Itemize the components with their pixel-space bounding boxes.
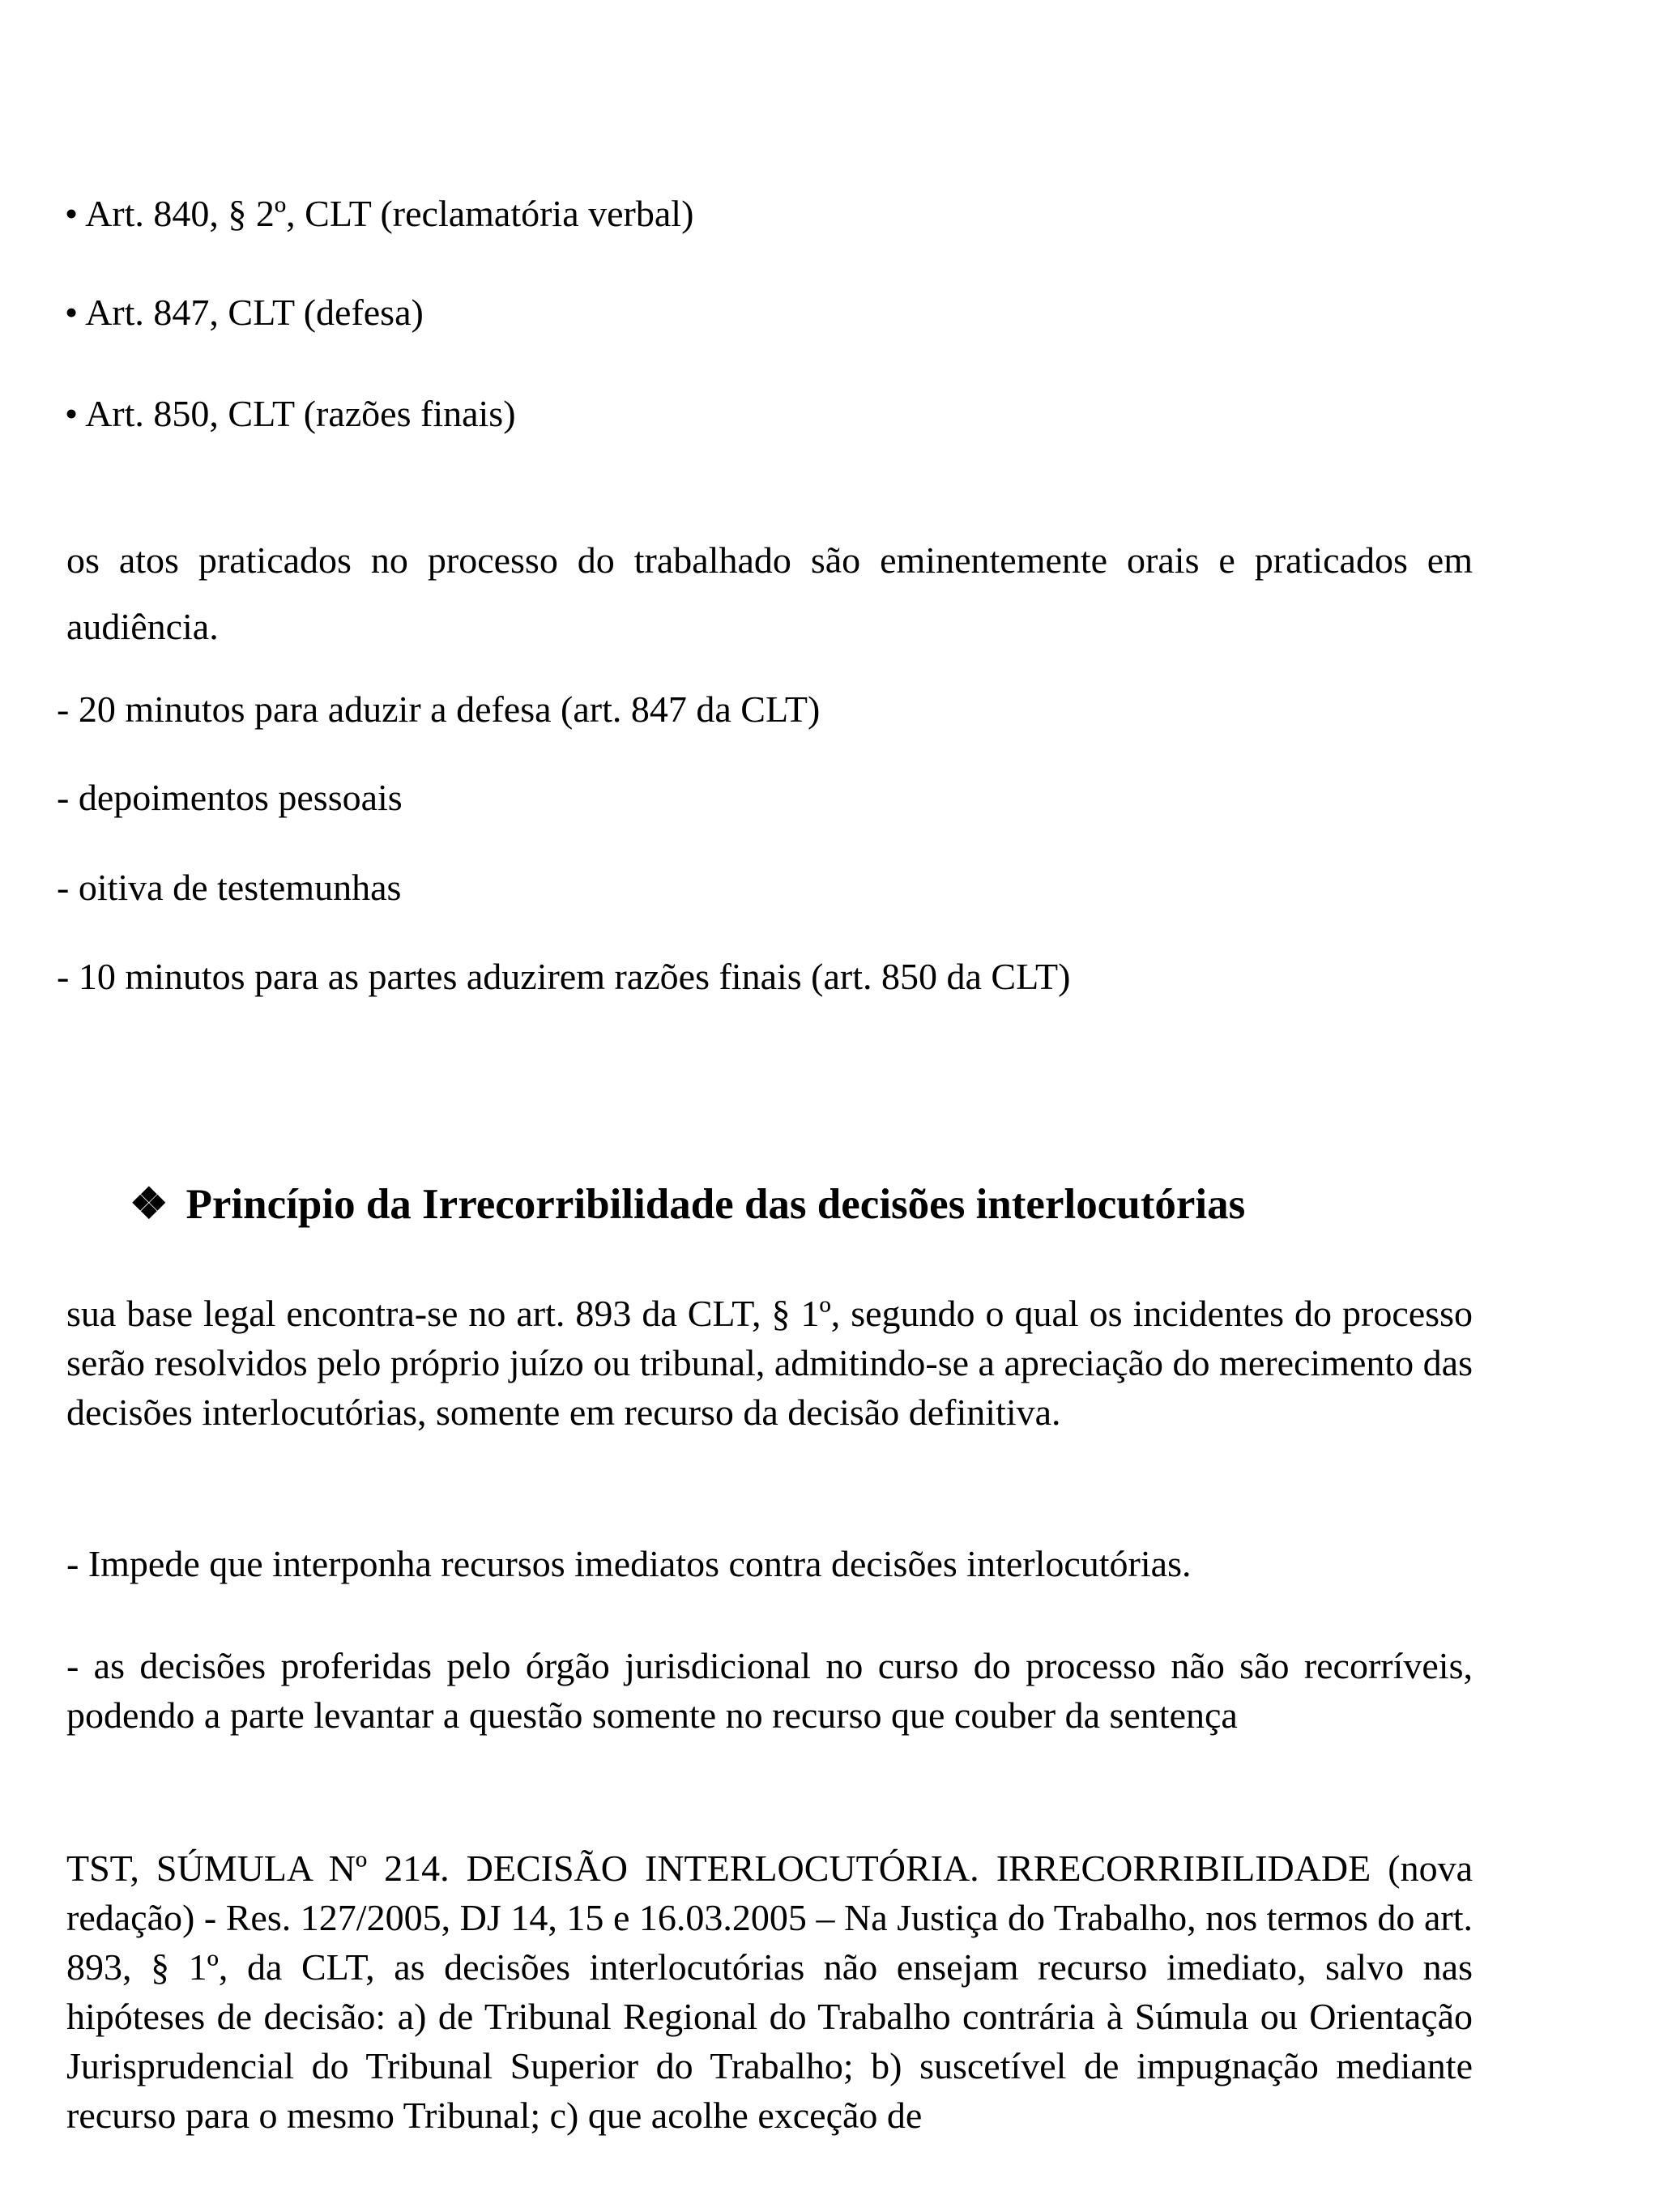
diamond-bullet-icon: ❖ [130, 1181, 168, 1228]
section-heading-text: Princípio da Irrecorribilidade das decisões interlocutórias [186, 1181, 1246, 1228]
dash-item-razoes-finais: - 10 minutos para as partes aduzirem razões finais (art. 850 da CLT) [57, 956, 1071, 997]
dash-item-depoimentos: - depoimentos pessoais [57, 777, 403, 818]
paragraph-orality: os atos praticados no processo do trabalhado são eminentemente orais e praticados em audiência. [66, 539, 1473, 647]
paragraph-decisoes: - as decisões proferidas pelo órgão jurisdicional no curso do processo não são recorríveis, podendo a parte levantar a questão somente no recurso que couber da sentença [66, 1645, 1473, 1736]
paragraph-sumula-214: TST, SÚMULA Nº 214. DECISÃO INTERLOCUTÓRIA. IRRECORRIBILIDADE (nova redação) - Res. 127/2005, DJ 14, 15 e 16.03.2005 – Na Justiça do Trabalho, nos termos do art. 893, § 1º, da CLT, as decisões interlocutórias não ensejam recurso imediato, salvo nas hipóteses de decisão: a) de Tribunal Regional do Trabalho contrária à Súmula ou Orientação Jurisprudencial do Tribunal Superior do Trabalho; b) suscetível de impugnação mediante recurso para o mesmo Tribunal; c) que acolhe exceção de [66, 1848, 1473, 2136]
bullet-item-art-840: • Art. 840, § 2º, CLT (reclamatória verbal) [65, 193, 694, 234]
paragraph-impede: - Impede que interponha recursos imediatos contra decisões interlocutórias. [66, 1543, 1192, 1584]
section-heading [130, 1178, 1245, 1231]
paragraph-legal-basis: sua base legal encontra-se no art. 893 da CLT, § 1º, segundo o qual os incidentes do processo serão resolvidos pelo próprio juízo ou tribunal, admitindo-se a apreciação do merecimento das decisões interlocutórias, somente em recurso da decisão definitiva. [66, 1293, 1473, 1433]
bullet-item-art-847: • Art. 847, CLT (defesa) [65, 292, 424, 333]
bullet-item-art-850: • Art. 850, CLT (razões finais) [65, 393, 516, 434]
dash-item-defesa: - 20 minutos para aduzir a defesa (art. 847 da CLT) [57, 688, 821, 730]
dash-item-testemunhas: - oitiva de testemunhas [57, 867, 402, 908]
